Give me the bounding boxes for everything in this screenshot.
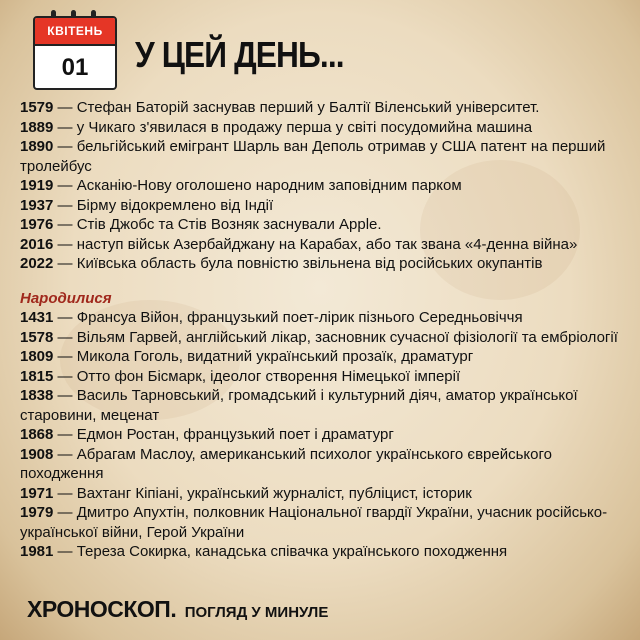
event-text: — Едмон Ростан, французький поет і драматург (53, 426, 394, 443)
year: 1809 (20, 348, 54, 365)
event-row (20, 176, 624, 196)
birth-row (20, 386, 624, 425)
event-text: — бельгійський емігрант Шарль ван Деполь отримав у США патент на перший тролейбус (20, 138, 606, 175)
footer-brand (27, 596, 328, 623)
event-row (20, 137, 624, 176)
calendar-day: 01 (61, 54, 89, 81)
event-text: — Дмитро Апухтін, полковник Національної гвардії України, учасник російсько-української війни, Герой України (20, 504, 608, 541)
birth-row (20, 425, 624, 445)
year: 1981 (20, 543, 54, 560)
calendar-sheet (33, 16, 117, 90)
event-text: — Отто фон Бісмарк, ідеолог створення Німецької імперії (53, 367, 461, 385)
year: 1431 (20, 309, 54, 326)
year: 1971 (20, 484, 54, 502)
event-row (20, 98, 624, 118)
event-row (20, 235, 624, 255)
birth-row (20, 542, 624, 562)
year: 1979 (20, 504, 54, 521)
birth-row (20, 308, 624, 328)
year: 1889 (20, 118, 54, 136)
year: 1578 (20, 328, 54, 346)
year: 1838 (20, 387, 54, 404)
event-text: — Стефан Баторій заснував перший у Балтії Віленський університет. (53, 99, 540, 116)
year: 1937 (20, 196, 54, 214)
brand-name: ХРОНОСКОП. (27, 596, 177, 622)
birth-row (20, 347, 624, 367)
birth-row (20, 484, 624, 504)
event-text: — Бірму відокремлено від Індії (53, 196, 274, 214)
year: 1890 (20, 138, 54, 155)
year: 2022 (20, 255, 54, 272)
year: 2016 (20, 235, 54, 253)
calendar-icon (33, 10, 117, 90)
calendar-month: КВІТЕНЬ (35, 18, 115, 46)
event-text: — Асканію-Нову оголошено народним заповідним парком (53, 177, 462, 194)
event-text: — Василь Тарновський, громадський і культурний діяч, аматор української старовини, меценат (20, 387, 578, 424)
year: 1908 (20, 445, 54, 463)
event-row (20, 196, 624, 216)
page-title: У ЦЕЙ ДЕНЬ... (135, 34, 344, 75)
event-row (20, 118, 624, 138)
event-text: — Тереза Сокирка, канадська співачка українського походження (53, 543, 508, 560)
year: 1868 (20, 426, 54, 443)
event-row (20, 254, 624, 274)
event-text: — Стів Джобс та Стів Возняк заснували Apple. (53, 216, 382, 233)
event-text: — Микола Гоголь, видатний український прозаїк, драматург (53, 348, 474, 365)
birth-row (20, 328, 624, 348)
brand-tagline: ПОГЛЯД У МИНУЛЕ (184, 604, 329, 621)
event-text: — Київська область була повністю звільнена від російських окупантів (53, 255, 543, 272)
birth-row (20, 445, 624, 484)
event-text: — Вільям Гарвей, англійський лікар, засновник сучасної фізіології та ембріології (53, 328, 618, 346)
event-text: — Франсуа Війон, французький поет-лірик пізнього Середньовіччя (53, 309, 523, 326)
events-list (20, 98, 624, 562)
year: 1579 (20, 99, 54, 116)
year: 1976 (20, 216, 54, 233)
event-text: — Вахтанг Кіпіані, український журналіст, публіцист, історик (53, 484, 472, 502)
birth-row (20, 367, 624, 387)
event-text: — у Чикаго з'явилася в продажу перша у світі посудомийна машина (53, 118, 533, 136)
event-row (20, 215, 624, 235)
event-text: — Абрагам Маслоу, американський психолог українського єврейського походження (20, 445, 552, 482)
born-heading: Народилися (20, 289, 112, 307)
birth-row (20, 503, 624, 542)
year: 1815 (20, 367, 54, 385)
event-text: — наступ військ Азербайджану на Карабах, або так звана «4-денна війна» (53, 235, 578, 253)
year: 1919 (20, 177, 54, 194)
